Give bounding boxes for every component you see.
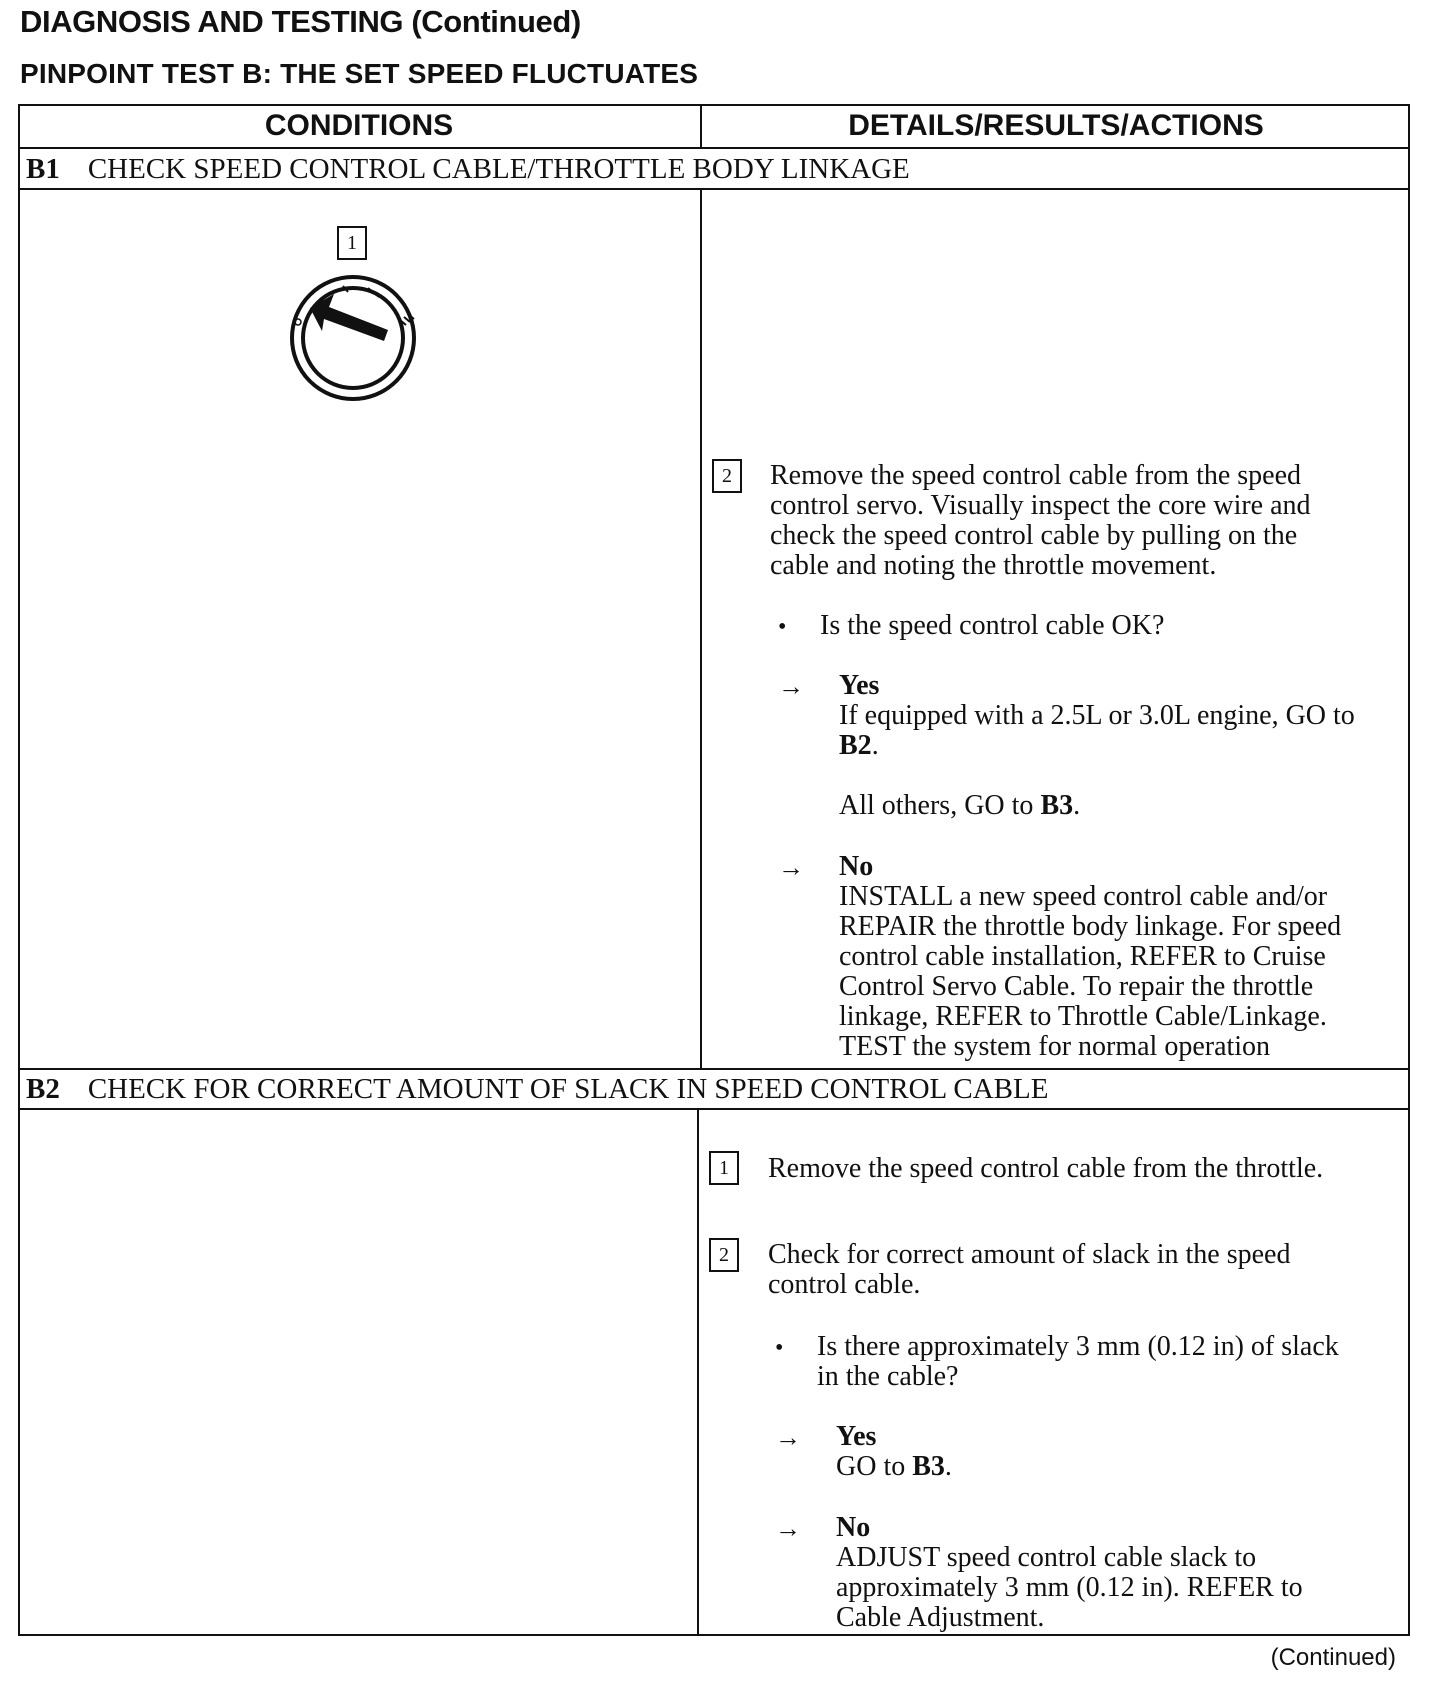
b2-step-2-box: 2 — [709, 1238, 739, 1272]
b1-column-divider — [700, 188, 702, 1069]
b2-question-line-1: Is there approximately 3 mm (0.12 in) of slack — [817, 1331, 1339, 1362]
b1-no-line-2: REPAIR the throttle body linkage. For speed — [839, 911, 1342, 942]
page-title: DIAGNOSIS AND TESTING (Continued) — [20, 4, 581, 39]
b1-instruction-line-2: control servo. Visually inspect the core wire and — [770, 490, 1311, 521]
b1-yes-all-others-line — [839, 791, 1080, 821]
b2-yes-b3-ref: B3 — [912, 1451, 945, 1482]
continued-footer: (Continued) — [1270, 1644, 1396, 1671]
b2-question-line-2: in the cable? — [817, 1361, 959, 1392]
b2-step-1-text: Remove the speed control cable from the throttle. — [768, 1153, 1324, 1184]
b1-yes-all-suffix: . — [1073, 790, 1081, 821]
b2-no-line-2: approximately 3 mm (0.12 in). REFER to — [836, 1572, 1303, 1603]
b1-no-line-5: linkage, REFER to Throttle Cable/Linkage. — [839, 1001, 1327, 1032]
b1-no-line-6: TEST the system for normal operation — [839, 1031, 1271, 1062]
b1-yes-all-prefix: All others, GO to — [839, 790, 1041, 821]
b1-instruction — [770, 461, 1311, 581]
pinpoint-test-table — [18, 104, 1410, 1636]
b2-no-line-1: ADJUST speed control cable slack to — [836, 1542, 1257, 1573]
details-results-actions-header: DETAILS/RESULTS/ACTIONS — [848, 109, 1264, 142]
pinpoint-test-title: PINPOINT TEST B: THE SET SPEED FLUCTUATES — [20, 58, 699, 89]
b1-no-label: No — [839, 851, 874, 882]
b1-no-actions — [839, 882, 1341, 1062]
b1-condition-step-box: 1 — [337, 226, 367, 260]
b2-step-id: B2 — [26, 1072, 60, 1105]
b1-no-line-4: Control Servo Cable. To repair the throttle — [839, 971, 1314, 1002]
b1-yes-b3-ref: B3 — [1040, 790, 1074, 821]
b1-step-title: CHECK SPEED CONTROL CABLE/THROTTLE BODY LINKAGE — [87, 152, 910, 185]
b1-yes-b2-line — [839, 731, 879, 761]
b2-yes-label: Yes — [836, 1421, 877, 1452]
b2-yes-arrow-icon: → — [775, 1423, 801, 1452]
b1-yes-b2-ref: B2 — [839, 730, 872, 761]
b2-step-title: CHECK FOR CORRECT AMOUNT OF SLACK IN SPEED CONTROL CABLE — [87, 1072, 1049, 1105]
b2-question-bullet-icon: • — [775, 1335, 784, 1361]
b2-no-label: No — [836, 1512, 871, 1543]
b2-no-actions — [836, 1543, 1303, 1633]
b2-question — [817, 1332, 1339, 1392]
b1-yes-engine-line: If equipped with a 2.5L or 3.0L engine, GO to — [839, 700, 1355, 731]
b1-instruction-line-3: check the speed control cable by pulling on the — [770, 520, 1298, 551]
b1-instruction-line-4: cable and noting the throttle movement. — [770, 550, 1217, 581]
ignition-key-off-icon — [285, 270, 421, 406]
b1-details-step-box: 2 — [712, 459, 742, 493]
b2-no-arrow-icon: → — [775, 1514, 801, 1543]
b2-step-2-line-2: control cable. — [768, 1269, 921, 1300]
b2-section-header — [26, 1068, 1048, 1110]
b1-yes-b2-suffix: . — [871, 730, 879, 761]
b2-no-line-3: Cable Adjustment. — [836, 1602, 1045, 1633]
b1-question: Is the speed control cable OK? — [820, 610, 1165, 641]
b2-step-1-box: 1 — [709, 1151, 739, 1185]
b2-yes-suffix: . — [944, 1451, 952, 1482]
b1-yes-label: Yes — [839, 670, 880, 701]
b2-column-divider — [697, 1108, 699, 1636]
conditions-header: CONDITIONS — [264, 109, 454, 142]
b2-yes-action — [836, 1452, 952, 1482]
b1-yes-arrow-icon: → — [778, 672, 804, 701]
b1-section-header — [26, 148, 910, 190]
b1-no-line-3: control cable installation, REFER to Cruise — [839, 941, 1326, 972]
b1-instruction-line-1: Remove the speed control cable from the speed — [770, 460, 1302, 491]
b2-step-2-text — [768, 1240, 1290, 1300]
b2-yes-prefix: GO to — [836, 1451, 913, 1482]
b1-no-arrow-icon: → — [778, 853, 804, 882]
b1-question-bullet-icon: • — [778, 614, 787, 640]
b1-no-line-1: INSTALL a new speed control cable and/or — [839, 881, 1328, 912]
b1-step-id: B1 — [26, 152, 60, 185]
b2-step-2-line-1: Check for correct amount of slack in the speed — [768, 1239, 1291, 1270]
